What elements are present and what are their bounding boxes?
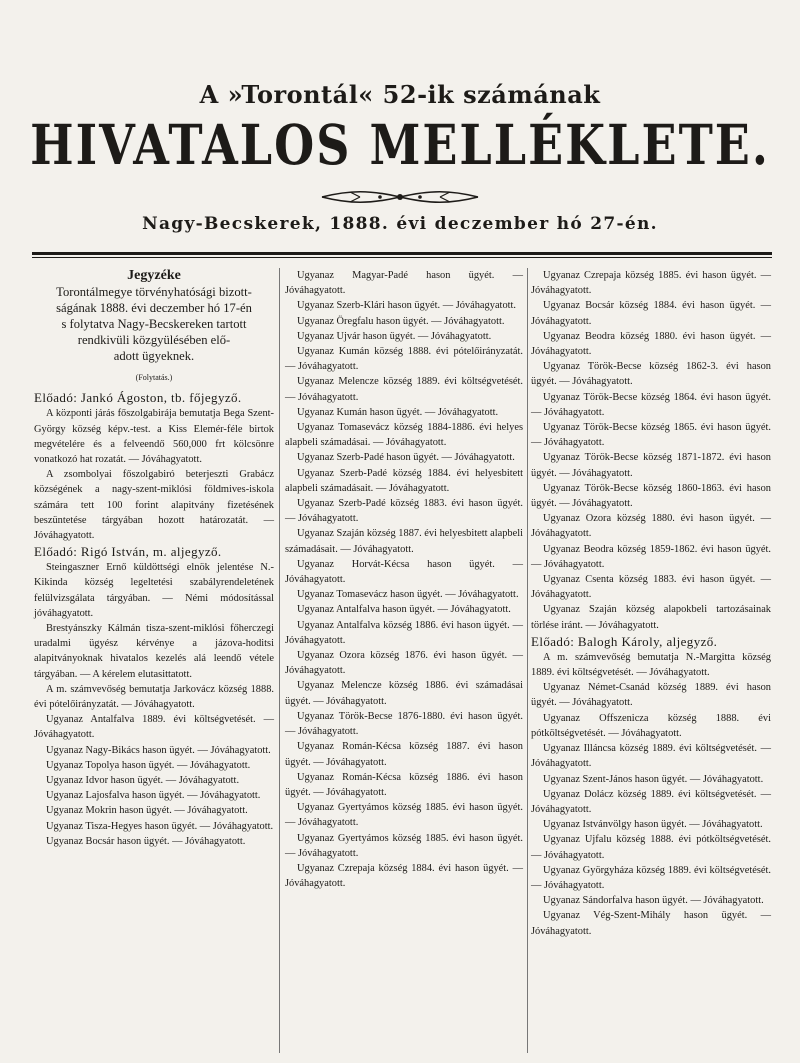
agenda-item: Ugyanaz Melencze község 1886. évi számadásai ügyét. — Jóváhagyatott. [285, 680, 523, 707]
agenda-item: Ugyanaz Antalfalva község 1886. évi hason ügyét. — Jóváhagyatott. [285, 619, 523, 646]
agenda-item: Ugyanaz Román-Kécsa község 1886. évi hason ügyét. — Jóváhagyatott. [285, 771, 523, 798]
agenda-item: Ugyanaz Offszenicza község 1888. évi pótköltségvetését. — Jóváhagyatott. [531, 712, 771, 739]
agenda-item: Ugyanaz Török-Becse község 1865. évi hason ügyét. — Jóváhagyatott. [531, 422, 771, 449]
agenda-item: Ugyanaz Istvánvölgy hason ügyét. — Jóváhagyatott. [543, 819, 763, 831]
agenda-item: Ugyanaz Ujfalu község 1888. évi pótköltségvetését. — Jóváhagyatott. [531, 834, 771, 861]
agenda-item: Ugyanaz Öregfalu hason ügyét. — Jóváhagyatott. [297, 315, 505, 327]
agenda-item: Ugyanaz Német-Csanád község 1889. évi hason ügyét. — Jóváhagyatott. [531, 682, 771, 709]
agenda-item: Ugyanaz Tomasevácz község 1884-1886. évi helyes alapbeli számadásai. — Jóváhagyatott. [285, 422, 523, 449]
list-title: Jegyzéke [127, 268, 181, 283]
agenda-item: Ugyanaz Magyar-Padé hason ügyét. — Jóváhagyatott. [285, 270, 523, 297]
agenda-item: Ugyanaz Gyertyámos község 1885. évi hason ügyét. — Jóváhagyatott. [285, 802, 523, 829]
agenda-item: Ugyanaz Sándorfalva hason ügyét. — Jóváhagyatott. [543, 895, 764, 907]
column-divider [527, 268, 528, 1053]
agenda-item: Ugyanaz Szerb-Padé község 1884. évi helyesbitett alapbeli számadásait. — Jóváhagyatott. [285, 467, 523, 494]
agenda-item: Ugyanaz Tomasevácz hason ügyét. — Jóváhagyatott. [297, 589, 519, 601]
speaker-heading: Előadó: Jankó Ágoston, tb. főjegyző. [34, 390, 242, 406]
intro-line: ságának 1888. évi deczember hó 17-én [56, 301, 252, 316]
agenda-item: Ugyanaz Vég-Szent-Mihály hason ügyét. — Jóváhagyatott. [531, 910, 771, 937]
ornament-divider-icon [320, 186, 480, 208]
column-3 [531, 268, 771, 939]
agenda-item: Ugyanaz Szent-János hason ügyét. — Jóváhagyatott. [543, 773, 764, 785]
agenda-item: A központi járás főszolgabirája bemutatja Bega Szent-György község képv.-test. a Kiss Elemér-féle birtok megvételére és a felveendő 560,000 frt kölcsönre vonatkozó hat rozatát. — Jóváhagyatott. [34, 408, 274, 466]
speaker-heading: Előadó: Rigó István, m. aljegyző. [34, 544, 222, 560]
agenda-item: Ugyanaz Topolya hason ügyét. — Jóváhagyatott. [46, 759, 251, 771]
agenda-item: Ugyanaz Bocsár hason ügyét. — Jóváhagyatott. [46, 835, 246, 847]
column-divider [279, 268, 280, 1053]
continued-note: (Folytatás.) [135, 373, 173, 383]
agenda-item: Ugyanaz Czrepaja község 1884. évi hason ügyét. — Jóváhagyatott. [285, 862, 523, 890]
speaker-heading: Előadó: Balogh Károly, aljegyző. [531, 633, 718, 649]
agenda-item: Ugyanaz Horvát-Kécsa hason ügyét. — Jóváhagyatott. [285, 558, 523, 586]
agenda-item: Ugyanaz Györgyháza község 1889. évi költségvetését. — Jóváhagyatott. [531, 864, 771, 891]
agenda-item: Steingaszner Ernő küldöttségi elnök jelentése N.-Kikinda község legeltetési szabályrendeletének felülvizsgálata tárgyában. — Némi módosítással jóváhagyatott. [34, 562, 274, 619]
agenda-item: Ugyanaz Török-Becse község 1862-3. évi hason ügyét. — Jóváhagyatott. [531, 361, 771, 388]
agenda-item: A m. számvevőség bemutatja N.-Margitta község 1889. évi költségvetését. — Jóváhagyatott. [531, 651, 771, 679]
agenda-item: A zsombolyai főszolgabiró beterjeszti Grabácz községének a nagy-szent-miklósi földmives-iskola számára tett 100 forint alapitvány fizetésének beszüntetése tárgyában hozott határozatát. — Jóváhagyatott. [34, 469, 274, 542]
agenda-item: Ugyanaz Török-Becse község 1864. évi hason ügyét. — Jóváhagyatott. [531, 391, 771, 418]
agenda-item: Ugyanaz Csenta község 1883. évi hason ügyét. — Jóváhagyatott. [531, 574, 771, 601]
intro-line: adott ügyeknek. [113, 349, 195, 364]
agenda-item: Ugyanaz Idvor hason ügyét. — Jóváhagyatott. [46, 775, 240, 787]
agenda-item: Ugyanaz Ozora község 1876. évi hason ügyét. — Jóváhagyatott. [285, 650, 523, 677]
agenda-item: Ugyanaz Ozora község 1880. évi hason ügyét. — Jóváhagyatott. [531, 513, 771, 540]
header-rule [32, 252, 772, 255]
agenda-item: Ugyanaz Illáncsa község 1889. évi költségvetését. — Jóváhagyatott. [531, 743, 771, 770]
agenda-item: Ugyanaz Tisza-Hegyes hason ügyét. — Jóváhagyatott. [46, 820, 274, 832]
agenda-item: Ugyanaz Antalfalva hason ügyét. — Jóváhagyatott. [297, 604, 511, 616]
agenda-item: Ugyanaz Török-Becse 1876-1880. évi hason ügyét. — Jóváhagyatott. [285, 710, 523, 738]
agenda-item: Ugyanaz Melencze község 1889. évi költségvetését. — Jóváhagyatott. [285, 376, 523, 403]
agenda-item: Ugyanaz Antalfalva 1889. évi költségvetését. — Jóváhagyatott. [34, 714, 274, 741]
header-rule-thin [32, 257, 772, 258]
column-1 [34, 268, 274, 849]
agenda-item: Ugyanaz Bocsár község 1884. évi hason ügyét. — Jóváhagyatott. [531, 300, 771, 327]
agenda-item: Ugyanaz Kumán hason ügyét. — Jóváhagyatott. [297, 406, 499, 418]
dateline: Nagy-Becskerek, 1888. évi deczember hó 27-én. [142, 214, 658, 234]
intro-line: rendkivüli közgyülésében elő- [77, 333, 231, 348]
agenda-item: Ugyanaz Ujvár hason ügyét. — Jóváhagyatott. [297, 330, 492, 342]
agenda-item: Brestyánszky Kálmán tisza-szent-miklósi főherczegi uradalmi ügyész kérvénye a jázova-hoditsi alapitványoknak hivatalos kezelés alá leendő vétele tárgyában. — A kérelem elutasittatott. [34, 623, 274, 680]
agenda-item: Ugyanaz Szaján község 1887. évi helyesbitett alapbeli számadásait. — Jóváhagyatott. [285, 528, 523, 555]
agenda-item: Ugyanaz Szerb-Padé hason ügyét. — Jóváhagyatott. [297, 452, 515, 464]
agenda-item: A m. számvevőség bemutatja Jarkovácz község 1888. évi pótelőirányzatát. — Jóváhagyatott. [34, 683, 274, 711]
agenda-item: Ugyanaz Gyertyámos község 1885. évi hason ügyét. — Jóváhagyatott. [285, 832, 523, 859]
agenda-item: Ugyanaz Szerb-Klári hason ügyét. — Jóváhagyatott. [297, 300, 517, 312]
intro-line: Torontálmegye törvényhatósági bizott- [56, 285, 252, 300]
agenda-item: Ugyanaz Dolácz község 1889. évi költségvetését. — Jóváhagyatott. [531, 788, 771, 815]
agenda-item: Ugyanaz Kumán község 1888. évi pótelőirányzatát. — Jóváhagyatott. [285, 346, 523, 373]
agenda-item: Ugyanaz Lajosfalva hason ügyét. — Jóváhagyatott. [46, 790, 261, 802]
agenda-item: Ugyanaz Beodra község 1859-1862. évi hason ügyét. — Jóváhagyatott. [531, 543, 771, 570]
kicker-line: A »Torontál« 52-ik számának [199, 80, 601, 109]
column-2 [285, 268, 523, 891]
agenda-item: Ugyanaz Szerb-Padé község 1883. évi hason ügyét. — Jóváhagyatott. [285, 498, 523, 525]
agenda-item: Ugyanaz Mokrin hason ügyét. — Jóváhagyatott. [46, 805, 248, 817]
agenda-item: Ugyanaz Török-Becse község 1871-1872. évi hason ügyét. — Jóváhagyatott. [531, 452, 771, 479]
agenda-item: Ugyanaz Czrepaja község 1885. évi hason ügyét. — Jóváhagyatott. [531, 270, 771, 297]
agenda-item: Ugyanaz Szaján község alapokbeli tartozásainak törlése iránt. — Jóváhagyatott. [531, 604, 771, 631]
agenda-item: Ugyanaz Török-Becse község 1860-1863. évi hason ügyét. — Jóváhagyatott. [531, 482, 771, 510]
agenda-item: Ugyanaz Román-Kécsa község 1887. évi hason ügyét. — Jóváhagyatott. [285, 741, 523, 768]
intro-line: s folytatva Nagy-Becskereken tartott [61, 317, 247, 332]
agenda-item: Ugyanaz Beodra község 1880. évi hason ügyét. — Jóváhagyatott. [531, 330, 771, 358]
masthead-title: HIVATALOS MELLÉKLETE. [30, 112, 770, 178]
agenda-item: Ugyanaz Nagy-Bikács hason ügyét. — Jóváhagyatott. [46, 744, 271, 756]
